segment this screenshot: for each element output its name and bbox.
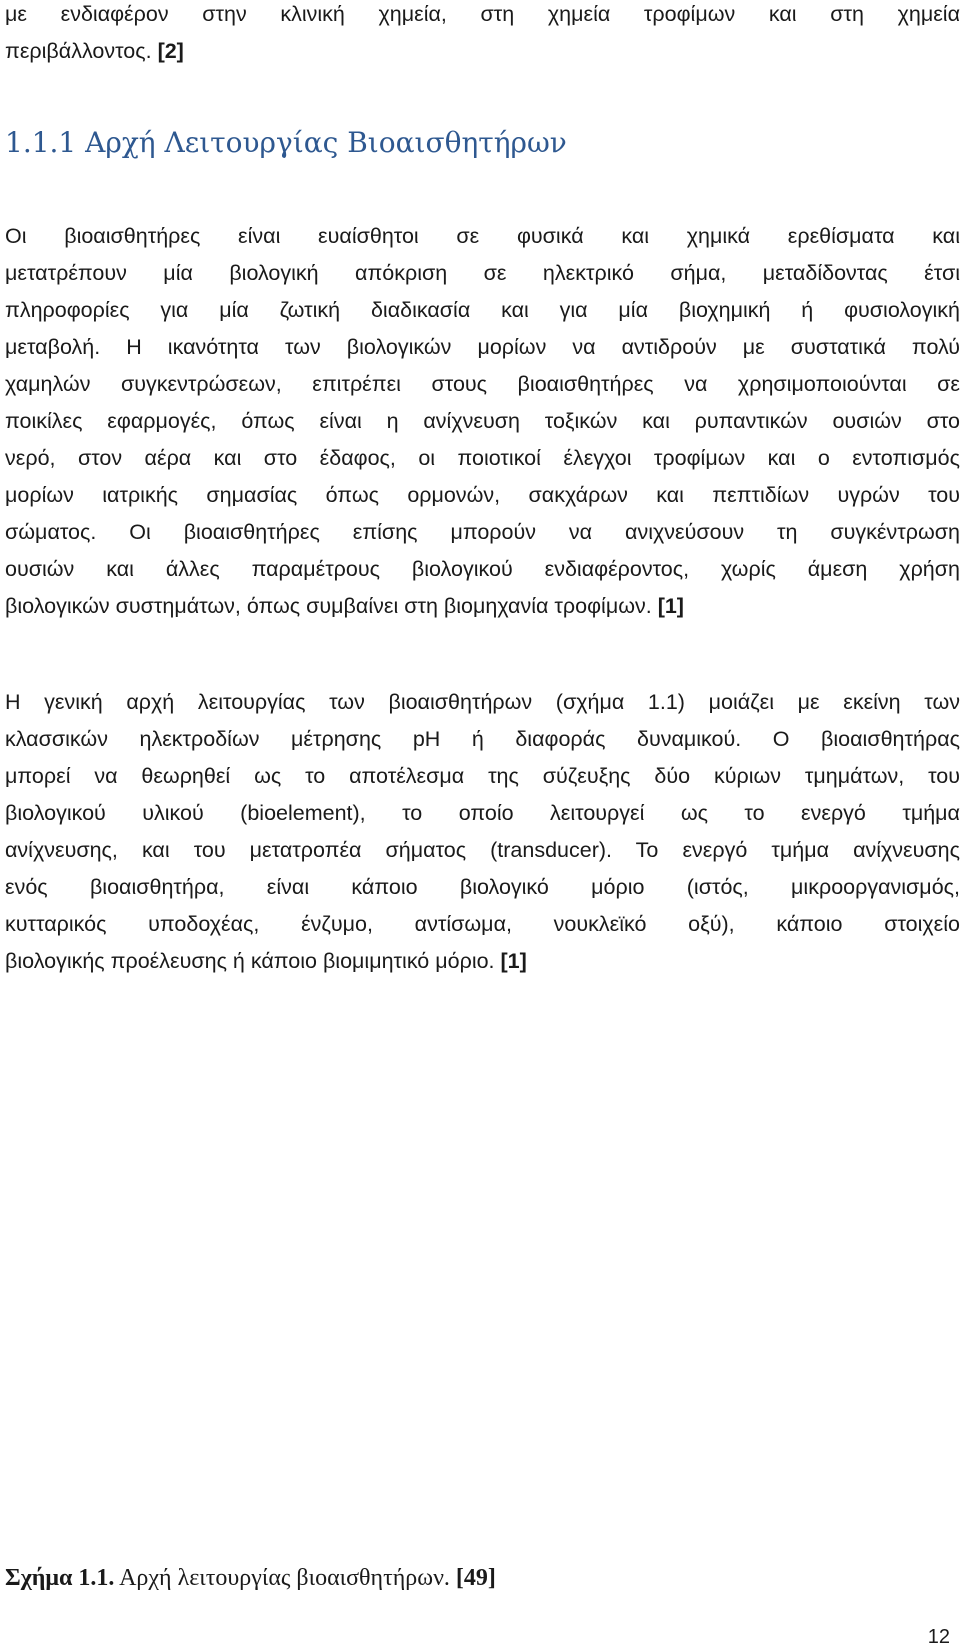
text-line: ουσιών και άλλες παραμέτρους βιολογικού ενδιαφέροντος, χωρίς άμεση χρήση — [5, 557, 960, 581]
text-line: σώματος. Οι βιοαισθητήρες επίσης μπορούν να ανιχνεύσουν τη συγκέντρωση — [5, 520, 960, 544]
text-line: νερό, στον αέρα και στο έδαφος, οι ποιοτικοί έλεγχοι τροφίμων και ο εντοπισμός — [5, 446, 960, 470]
page-number: 12 — [927, 1626, 950, 1648]
text-line: ανίχνευσης, και του μετατροπέα σήματος (transducer). Το ενεργό τμήμα ανίχνευσης — [5, 838, 960, 862]
text-line: Οι βιοαισθητήρες είναι ευαίσθητοι σε φυσικά και χημικά ερεθίσματα και — [5, 224, 960, 248]
text-line: μετατρέπουν μία βιολογική απόκριση σε ηλεκτρικό σήμα, μεταδίδοντας έτσι — [5, 261, 960, 285]
text-line: πληροφορίες για μία ζωτική διαδικασία και για μία βιοχημική ή φυσιολογική — [5, 298, 960, 322]
citation: [2] — [157, 39, 184, 63]
text-line: ενός βιοαισθητήρα, είναι κάποιο βιολογικό μόριο (ιστός, μικροοργανισμός, — [5, 875, 960, 899]
text-line-content: περιβάλλοντος. — [5, 39, 158, 63]
figure-caption — [5, 1565, 496, 1592]
citation: [1] — [500, 949, 527, 973]
text-line-content: βιολογικής προέλευσης ή κάποιο βιομιμητικό μόριο. — [5, 949, 501, 973]
section-heading: 1.1.1 Αρχή Λειτουργίας Βιοαισθητήρων — [5, 126, 567, 159]
text-line: κλασσικών ηλεκτροδίων μέτρησης pH ή διαφοράς δυναμικού. Ο βιοαισθητήρας — [5, 727, 960, 751]
text-line: κυτταρικός υποδοχέας, ένζυμο, αντίσωμα, νουκλεϊκό οξύ), κάποιο στοιχείο — [5, 912, 960, 936]
citation: [49] — [455, 1565, 496, 1591]
paragraph-2 — [5, 684, 960, 980]
text-line-content: βιολογικών συστημάτων, όπως συμβαίνει στη βιομηχανία τροφίμων. — [5, 594, 658, 618]
text-line: μπορεί να θεωρηθεί ως το αποτέλεσμα της σύζευξης δύο κύριων τμημάτων, του — [5, 764, 960, 788]
citation: [1] — [657, 594, 684, 618]
text-line: με ενδιαφέρον στην κλινική χημεία, στη χημεία τροφίμων και στη χημεία — [5, 2, 960, 26]
text-line: Η γενική αρχή λειτουργίας των βιοαισθητήρων (σχήμα 1.1) μοιάζει με εκείνη των — [5, 690, 960, 714]
text-line: χαμηλών συγκεντρώσεων, επιτρέπει στους βιοαισθητήρες να χρησιμοποιούνται σε — [5, 372, 960, 396]
paragraph-1 — [5, 218, 960, 625]
figure-label: Σχήμα 1.1. — [5, 1565, 115, 1591]
text-line — [5, 943, 960, 980]
text-line: μορίων ιατρικής σημασίας όπως ορμονών, σακχάρων και πεπτιδίων υγρών του — [5, 483, 960, 507]
text-line — [5, 588, 960, 625]
intro-paragraph — [5, 0, 960, 70]
text-line: μεταβολή. Η ικανότητα των βιολογικών μορίων να αντιδρούν με συστατικά πολύ — [5, 335, 960, 359]
text-line — [5, 33, 960, 70]
figure-caption-text: Αρχή λειτουργίας βιοαισθητήρων. — [114, 1565, 456, 1591]
text-line: βιολογικού υλικού (bioelement), το οποίο λειτουργεί ως το ενεργό τμήμα — [5, 801, 960, 825]
text-line: ποικίλες εφαρμογές, όπως είναι η ανίχνευση τοξικών και ρυπαντικών ουσιών στο — [5, 409, 960, 433]
